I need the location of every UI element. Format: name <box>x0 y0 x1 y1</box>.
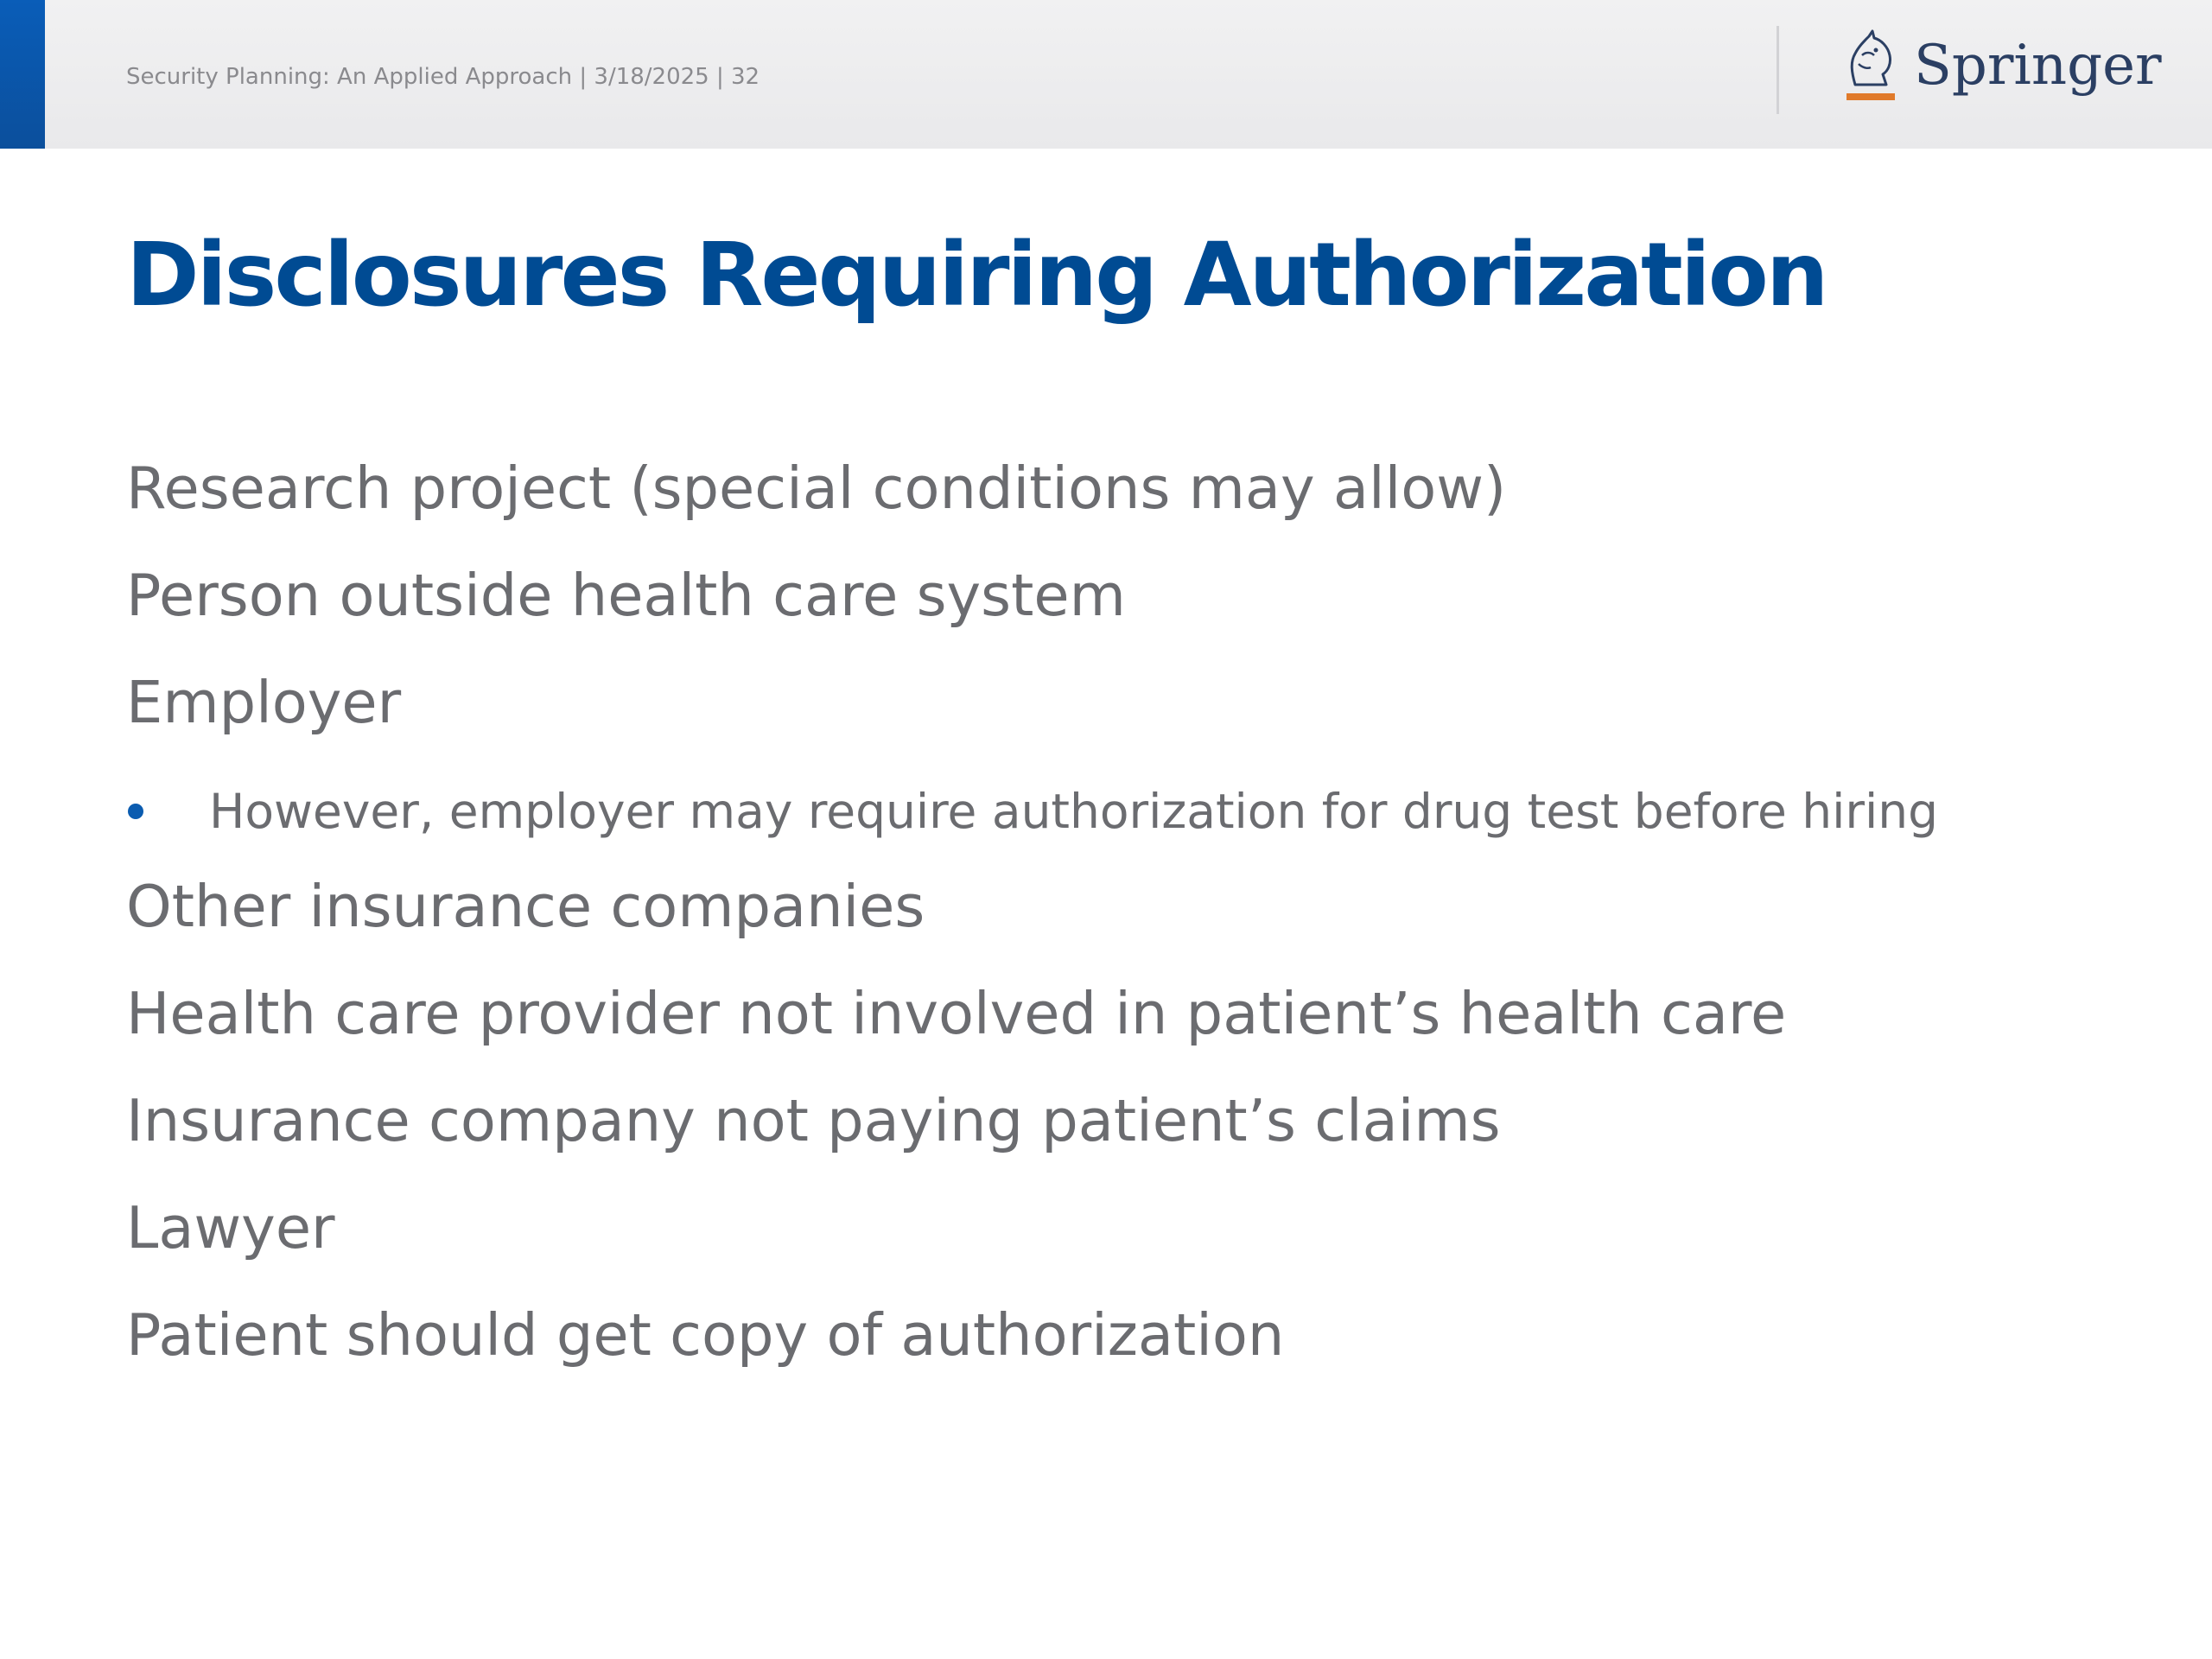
list-item: Patient should get copy of authorization <box>126 1301 1285 1369</box>
springer-wordmark: Springer <box>1914 34 2162 98</box>
list-item: Employer <box>126 669 402 736</box>
accent-bar <box>0 0 45 149</box>
bullet-icon <box>128 804 143 819</box>
slide-title: Disclosures Requiring Authorization <box>126 224 1827 327</box>
list-item: Research project (special conditions may allow) <box>126 454 1507 522</box>
sub-list-item: However, employer may require authorization for drug test before hiring <box>209 784 1939 839</box>
list-item: Other insurance companies <box>126 873 925 940</box>
springer-logo <box>1836 29 2162 116</box>
springer-horse-icon <box>1836 29 1898 111</box>
list-item: Health care provider not involved in patient’s health care <box>126 980 1787 1047</box>
slide-header <box>0 0 2212 149</box>
list-item: Lawyer <box>126 1194 335 1262</box>
header-divider <box>1777 26 1779 114</box>
slide-footer-text: Security Planning: An Applied Approach | 3/18/2025 | 32 <box>126 64 760 90</box>
list-item: Insurance company not paying patient’s claims <box>126 1087 1501 1154</box>
list-item: Person outside health care system <box>126 562 1126 629</box>
